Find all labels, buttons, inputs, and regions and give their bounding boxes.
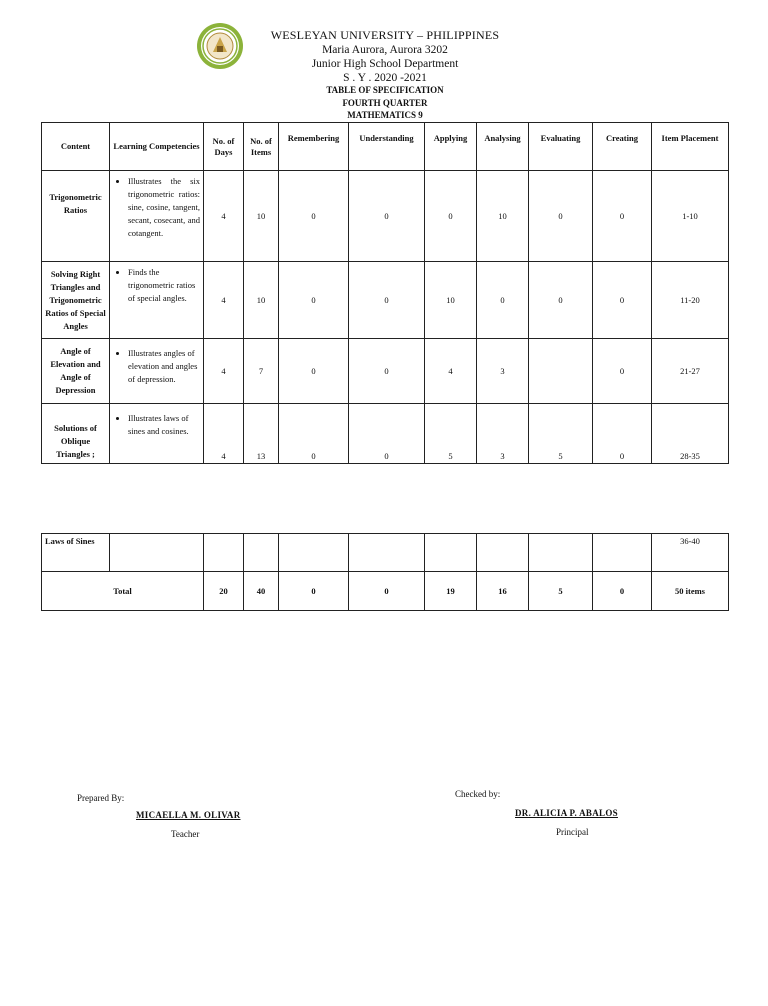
total-row [42, 572, 729, 611]
row-analysing: 3 [477, 339, 529, 404]
row-content: Solving Right Triangles and Trigonometric Ratios of Special Angles [42, 262, 110, 339]
row-placement: 21-27 [652, 339, 729, 404]
col-header-competencies: Learning Competencies [110, 123, 204, 171]
row-remembering: 0 [279, 262, 349, 339]
total-analysing: 16 [477, 572, 529, 611]
university-name: WESLEYAN UNIVERSITY – PHILIPPINES [270, 28, 500, 42]
row-applying: 4 [425, 339, 477, 404]
col-header-evaluating: Evaluating [529, 123, 593, 171]
total-days: 20 [204, 572, 244, 611]
checked-by-label: Checked by: [455, 789, 501, 799]
specification-table [41, 122, 729, 464]
col-header-understanding: Understanding [349, 123, 425, 171]
row-evaluating: 0 [529, 171, 593, 262]
col-header-placement: Item Placement [652, 123, 729, 171]
row-items: 7 [244, 339, 279, 404]
row-applying: 0 [425, 171, 477, 262]
continued-placement: 36-40 [652, 534, 729, 572]
row-evaluating [529, 339, 593, 404]
row-placement: 11-20 [652, 262, 729, 339]
row-creating: 0 [593, 262, 652, 339]
row-placement: 28-35 [652, 404, 729, 464]
department-name: Junior High School Department [311, 58, 459, 70]
row-understanding: 0 [349, 262, 425, 339]
prepared-by-label: Prepared By: [77, 793, 125, 803]
total-creating: 0 [593, 572, 652, 611]
row-evaluating: 0 [529, 262, 593, 339]
row-days: 4 [204, 171, 244, 262]
row-remembering: 0 [279, 404, 349, 464]
prepared-by-role: Teacher [171, 829, 200, 839]
checked-by-name: DR. ALICIA P. ABALOS [515, 808, 618, 818]
row-days: 4 [204, 404, 244, 464]
row-creating: 0 [593, 171, 652, 262]
table-row [42, 404, 729, 464]
row-understanding: 0 [349, 171, 425, 262]
total-remembering: 0 [279, 572, 349, 611]
row-items: 13 [244, 404, 279, 464]
col-header-analysing: Analysing [477, 123, 529, 171]
row-remembering: 0 [279, 339, 349, 404]
row-analysing: 0 [477, 262, 529, 339]
col-header-remembering: Remembering [279, 123, 349, 171]
col-header-days: No. of Days [204, 123, 244, 171]
row-analysing: 3 [477, 404, 529, 464]
university-address: Maria Aurora, Aurora 3202 [322, 44, 448, 56]
subject-title: MATHEMATICS 9 [347, 110, 423, 120]
continued-content: Laws of Sines [42, 534, 110, 572]
row-applying: 10 [425, 262, 477, 339]
row-creating: 0 [593, 404, 652, 464]
row-remembering: 0 [279, 171, 349, 262]
row-creating: 0 [593, 339, 652, 404]
row-placement: 1-10 [652, 171, 729, 262]
total-placement: 50 items [652, 572, 729, 611]
table-row [42, 171, 729, 262]
table-row [42, 262, 729, 339]
row-items: 10 [244, 262, 279, 339]
school-year: S . Y . 2020 -2021 [343, 72, 427, 84]
row-competency: • Illustrates laws of sines and cosines. [128, 412, 200, 438]
table-row [42, 534, 729, 572]
checked-by-role: Principal [556, 827, 589, 837]
row-analysing: 10 [477, 171, 529, 262]
row-content: Trigonometric Ratios [42, 171, 110, 262]
prepared-by-name: MICAELLA M. OLIVAR [136, 810, 241, 820]
total-label: Total [42, 572, 204, 611]
table-row [42, 339, 729, 404]
row-applying: 5 [425, 404, 477, 464]
total-understanding: 0 [349, 572, 425, 611]
total-applying: 19 [425, 572, 477, 611]
row-days: 4 [204, 262, 244, 339]
row-content: Solutions of Oblique Triangles ; [42, 404, 110, 464]
total-items: 40 [244, 572, 279, 611]
document-title: TABLE OF SPECIFICATION [326, 85, 444, 95]
row-evaluating: 5 [529, 404, 593, 464]
row-items: 10 [244, 171, 279, 262]
quarter-title: FOURTH QUARTER [342, 98, 428, 108]
row-competency: • Illustrates the six trigonometric ratios: sine, cosine, tangent, secant, cosecant, and cotangent. [128, 175, 200, 240]
row-days: 4 [204, 339, 244, 404]
specification-table-continued [41, 533, 729, 611]
row-understanding: 0 [349, 339, 425, 404]
row-competency: • Illustrates angles of elevation and angles of depression. [128, 347, 200, 386]
col-header-applying: Applying [425, 123, 477, 171]
col-header-content: Content [42, 123, 110, 171]
row-content: Angle of Elevation and Angle of Depression [42, 339, 110, 404]
total-evaluating: 5 [529, 572, 593, 611]
row-competency: • Finds the trigonometric ratios of special angles. [128, 266, 200, 305]
col-header-creating: Creating [593, 123, 652, 171]
row-understanding: 0 [349, 404, 425, 464]
table-header-row [42, 123, 729, 171]
col-header-items: No. of Items [244, 123, 279, 171]
